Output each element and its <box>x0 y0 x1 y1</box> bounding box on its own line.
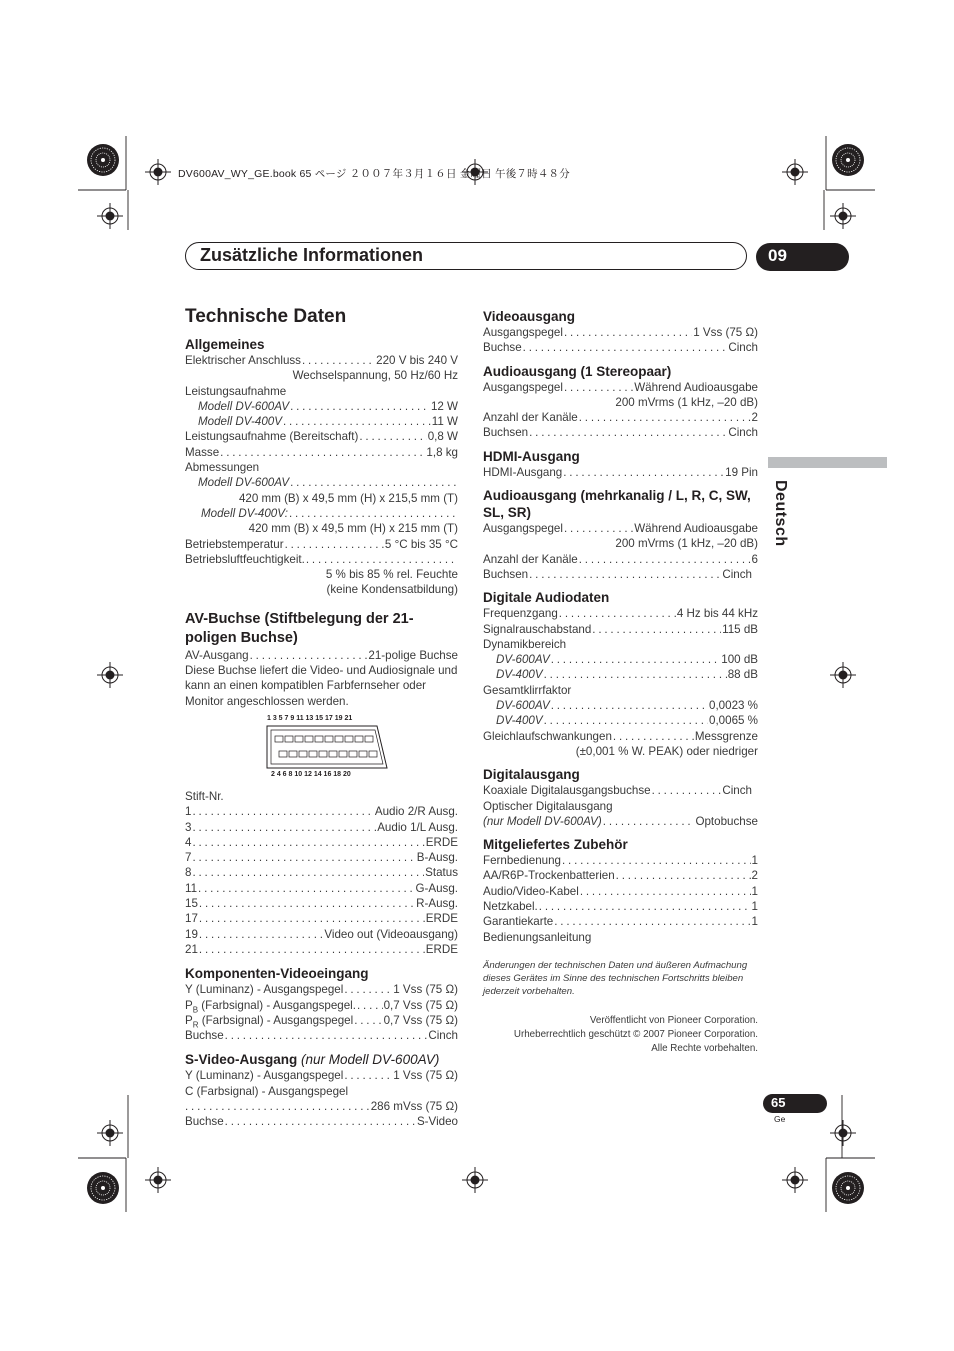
spec-cont: Wechselspannung, 50 Hz/60 Hz <box>292 369 458 383</box>
component-video-section <box>185 965 458 1043</box>
pin-row: 19 . . . Video out (Videoausgang) <box>185 927 458 942</box>
video-out-section <box>483 308 758 356</box>
publisher-block <box>483 1014 758 1056</box>
spec-cont: 200 mVrms (1 kHz, –20 dB) <box>615 395 758 409</box>
spec-row: Y (Luminanz) - Ausgangspegel . . . 1 Vss (75 Ω) <box>185 982 458 997</box>
spec-cont: 200 mVrms (1 kHz, –20 dB) <box>615 537 758 551</box>
chapter-header <box>185 242 747 270</box>
component-video-heading: Komponenten-Videoeingang <box>185 966 369 982</box>
spec-row: Gesamtklirrfaktor <box>483 683 572 697</box>
spec-row: Buchse . . . Cinch <box>185 1028 458 1043</box>
chapter-number: 09 <box>768 246 787 265</box>
audio-stereo-heading: Audioausgang (1 Stereopaar) <box>483 363 672 379</box>
spec-row: Garantiekarte . . . 1 <box>483 914 758 929</box>
pin-row: 8 . . . Status <box>185 865 458 880</box>
spec-row: Buchsen . . . Cinch <box>483 425 758 440</box>
spec-row: Fernbedienung . . . 1 <box>483 853 758 868</box>
digital-audio-heading: Digitale Audiodaten <box>483 590 610 606</box>
print-file-info: DV600AV_WY_GE.book 65 ページ ２００７年３月１６日 金曜日 午後７時４８分 <box>178 168 570 180</box>
hdmi-heading: HDMI-Ausgang <box>483 448 580 464</box>
spec-row: Leistungsaufnahme (Bereitschaft) . . . 0,8 W <box>185 429 458 444</box>
spec-row: Ausgangspegel . . . Während Audioausgabe <box>483 521 758 536</box>
publisher-line: Veröffentlicht von Pioneer Corporation. <box>589 1014 758 1026</box>
rights-line: Alle Rechte vorbehalten. <box>651 1042 758 1054</box>
spec-row: Ausgangspegel . . . Während Audioausgabe <box>483 380 758 395</box>
scart-pin-labels-top: 1 3 5 7 9 11 13 15 17 19 21 <box>267 714 353 722</box>
disclaimer-note: Änderungen der technischen Daten und äußeren Aufmachung dieses Gerätes im Sinne des technischen Fortschritts bleiben jederzeit vorbehalten. <box>483 959 748 997</box>
spec-row: Betriebstemperatur . . . 5 °C bis 35 °C <box>185 537 458 552</box>
spec-cont: 420 mm (B) x 49,5 mm (H) x 215,5 mm (T) <box>238 491 458 505</box>
svideo-section <box>185 1051 458 1129</box>
language-code: Ge <box>774 1114 786 1124</box>
av-socket-description: Diese Buchse liefert die Video- und Audiosignale und kann an einen kompatiblen Farbfernseher oder Monitor angeschlossen werden. <box>185 664 458 708</box>
spec-row: DV-600AV . . . 100 dB <box>483 652 758 667</box>
hdmi-section <box>483 448 758 480</box>
accessories-section <box>483 836 758 945</box>
spec-row: Ausgangspegel . . . 1 Vss (75 Ω) <box>483 325 758 340</box>
spec-row: Gleichlaufschwankungen . . . Messgrenze <box>483 729 758 744</box>
spec-row: Anzahl der Kanäle . . . 2 <box>483 410 758 425</box>
digital-out-heading: Digitalausgang <box>483 767 580 783</box>
copyright-line: Urheberrechtlich geschützt © 2007 Pioneer Corporation. <box>513 1028 758 1040</box>
spec-row: HDMI-Ausgang . . . 19 Pin <box>483 465 758 480</box>
spec-row: Anzahl der Kanäle . . . 6 <box>483 552 758 567</box>
pin-row: 15 . . . R-Ausg. <box>185 896 458 911</box>
page-number-badge <box>763 1094 827 1113</box>
spec-row: Betriebsluftfeuchtigkeit. . . . <box>185 552 458 567</box>
pin-list-label: Stift-Nr. <box>185 789 224 803</box>
section-title: Technische Daten <box>185 306 347 327</box>
spec-row: AA/R6P-Trockenbatterien . . . 2 <box>483 868 758 883</box>
language-tab-bar <box>768 457 887 468</box>
pin-row: 17 . . . ERDE <box>185 911 458 926</box>
spec-row: Modell DV-600AV . . . <box>185 475 458 490</box>
spec-row: Leistungsaufnahme <box>185 384 287 398</box>
spec-row: (nur Modell DV-600AV) . . . Optobuchse <box>483 814 758 829</box>
spec-row: DV-400V . . . 88 dB <box>483 667 758 682</box>
general-section <box>185 336 458 598</box>
spec-row: DV-400V . . . 0,0065 % <box>483 713 758 728</box>
scart-connector-diagram <box>265 715 389 779</box>
pin-row: 1 . . . Audio 2/R Ausg. <box>185 804 458 819</box>
av-socket-heading: AV-Buchse (Stiftbelegung der 21-poligen Buchse) <box>185 610 414 646</box>
spec-cont: (±0,001 % W. PEAK) oder niedriger <box>575 744 758 758</box>
pin-row: 7 . . . B-Ausg. <box>185 850 458 865</box>
spec-row: $P_B$ (Farbsignal) - Ausgangspegel. . . . 0,7 Vss (75 Ω) <box>185 998 458 1013</box>
spec-row: Modell DV-400V: . . . <box>185 506 458 521</box>
spec-cont: 420 mm (B) x 49,5 mm (H) x 215 mm (T) <box>248 522 458 536</box>
spec-row: Buchse . . . S-Video <box>185 1114 458 1129</box>
page-number: 65 <box>771 1095 786 1110</box>
pin-list <box>185 804 458 957</box>
spec-row: Frequenzgang . . . 4 Hz bis 44 kHz <box>483 606 758 621</box>
spec-row: Elektrischer Anschluss . . . 220 V bis 240 V <box>185 353 458 368</box>
pin-row: 11 . . . G-Ausg. <box>185 881 458 896</box>
spec-row: Dynamikbereich <box>483 637 567 651</box>
spec-row: Buchsen . . . Cinch <box>483 567 758 582</box>
spec-row: Y (Luminanz) - Ausgangspegel . . . 1 Vss (75 Ω) <box>185 1068 458 1083</box>
spec-row: Abmessungen <box>185 461 260 475</box>
video-out-heading: Videoausgang <box>483 309 576 324</box>
spec-row: Koaxiale Digitalausgangsbuchse . . . Cinch <box>483 783 758 798</box>
spec-row: DV-600AV . . . 0,0023 % <box>483 698 758 713</box>
spec-row: Audio/Video-Kabel . . . 1 <box>483 884 758 899</box>
spec-row: C (Farbsignal) - Ausgangspegel <box>185 1084 349 1098</box>
spec-row: AV-Ausgang . . . 21-polige Buchse <box>185 648 458 663</box>
digital-out-section <box>483 766 758 829</box>
language-tab: Deutsch <box>772 480 789 547</box>
spec-row: Buchse . . . Cinch <box>483 340 758 355</box>
spec-row: Optischer Digitalausgang <box>483 799 613 813</box>
general-heading: Allgemeines <box>185 337 265 352</box>
spec-row: Bedienungsanleitung <box>483 930 592 944</box>
pin-row: 4 . . . ERDE <box>185 835 458 850</box>
scart-connector-icon <box>265 724 389 770</box>
spec-row: . . . 286 mVss (75 Ω) <box>185 1099 458 1114</box>
spec-row: Masse . . . 1,8 kg <box>185 445 458 460</box>
spec-cont: 5 % bis 85 % rel. Feuchte <box>325 568 458 582</box>
svideo-heading: S-Video-Ausgang (nur Modell DV-600AV) <box>185 1052 440 1068</box>
audio-multi-heading: Audioausgang (mehrkanalig / L, R, C, SW, SL, SR) <box>483 488 751 521</box>
left-column <box>185 306 458 1130</box>
spec-cont: (keine Kondensatbildung) <box>326 583 458 597</box>
pin-row: 21 . . . ERDE <box>185 942 458 957</box>
spec-row: Signalrauschabstand . . . 115 dB <box>483 622 758 637</box>
chapter-badge <box>756 243 849 271</box>
audio-multi-section <box>483 487 758 582</box>
right-column <box>483 308 758 1056</box>
digital-audio-section <box>483 589 758 759</box>
spec-row: Netzkabel. . . . 1 <box>483 899 758 914</box>
pin-row: 3 . . . Audio 1/L Ausg. <box>185 820 458 835</box>
chapter-title: Zusätzliche Informationen <box>200 245 424 265</box>
spec-row: Modell DV-600AV . . . 12 W <box>185 399 458 414</box>
audio-stereo-section <box>483 363 758 441</box>
scart-pin-labels-bottom: 2 4 6 8 10 12 14 16 18 20 <box>271 770 351 778</box>
spec-row: $P_R$ (Farbsignal) - Ausgangspegel . . . 0,7 Vss (75 Ω) <box>185 1013 458 1028</box>
av-socket-section <box>185 610 458 957</box>
accessories-heading: Mitgeliefertes Zubehör <box>483 837 628 853</box>
spec-row: Modell DV-400V . . . 11 W <box>185 414 458 429</box>
